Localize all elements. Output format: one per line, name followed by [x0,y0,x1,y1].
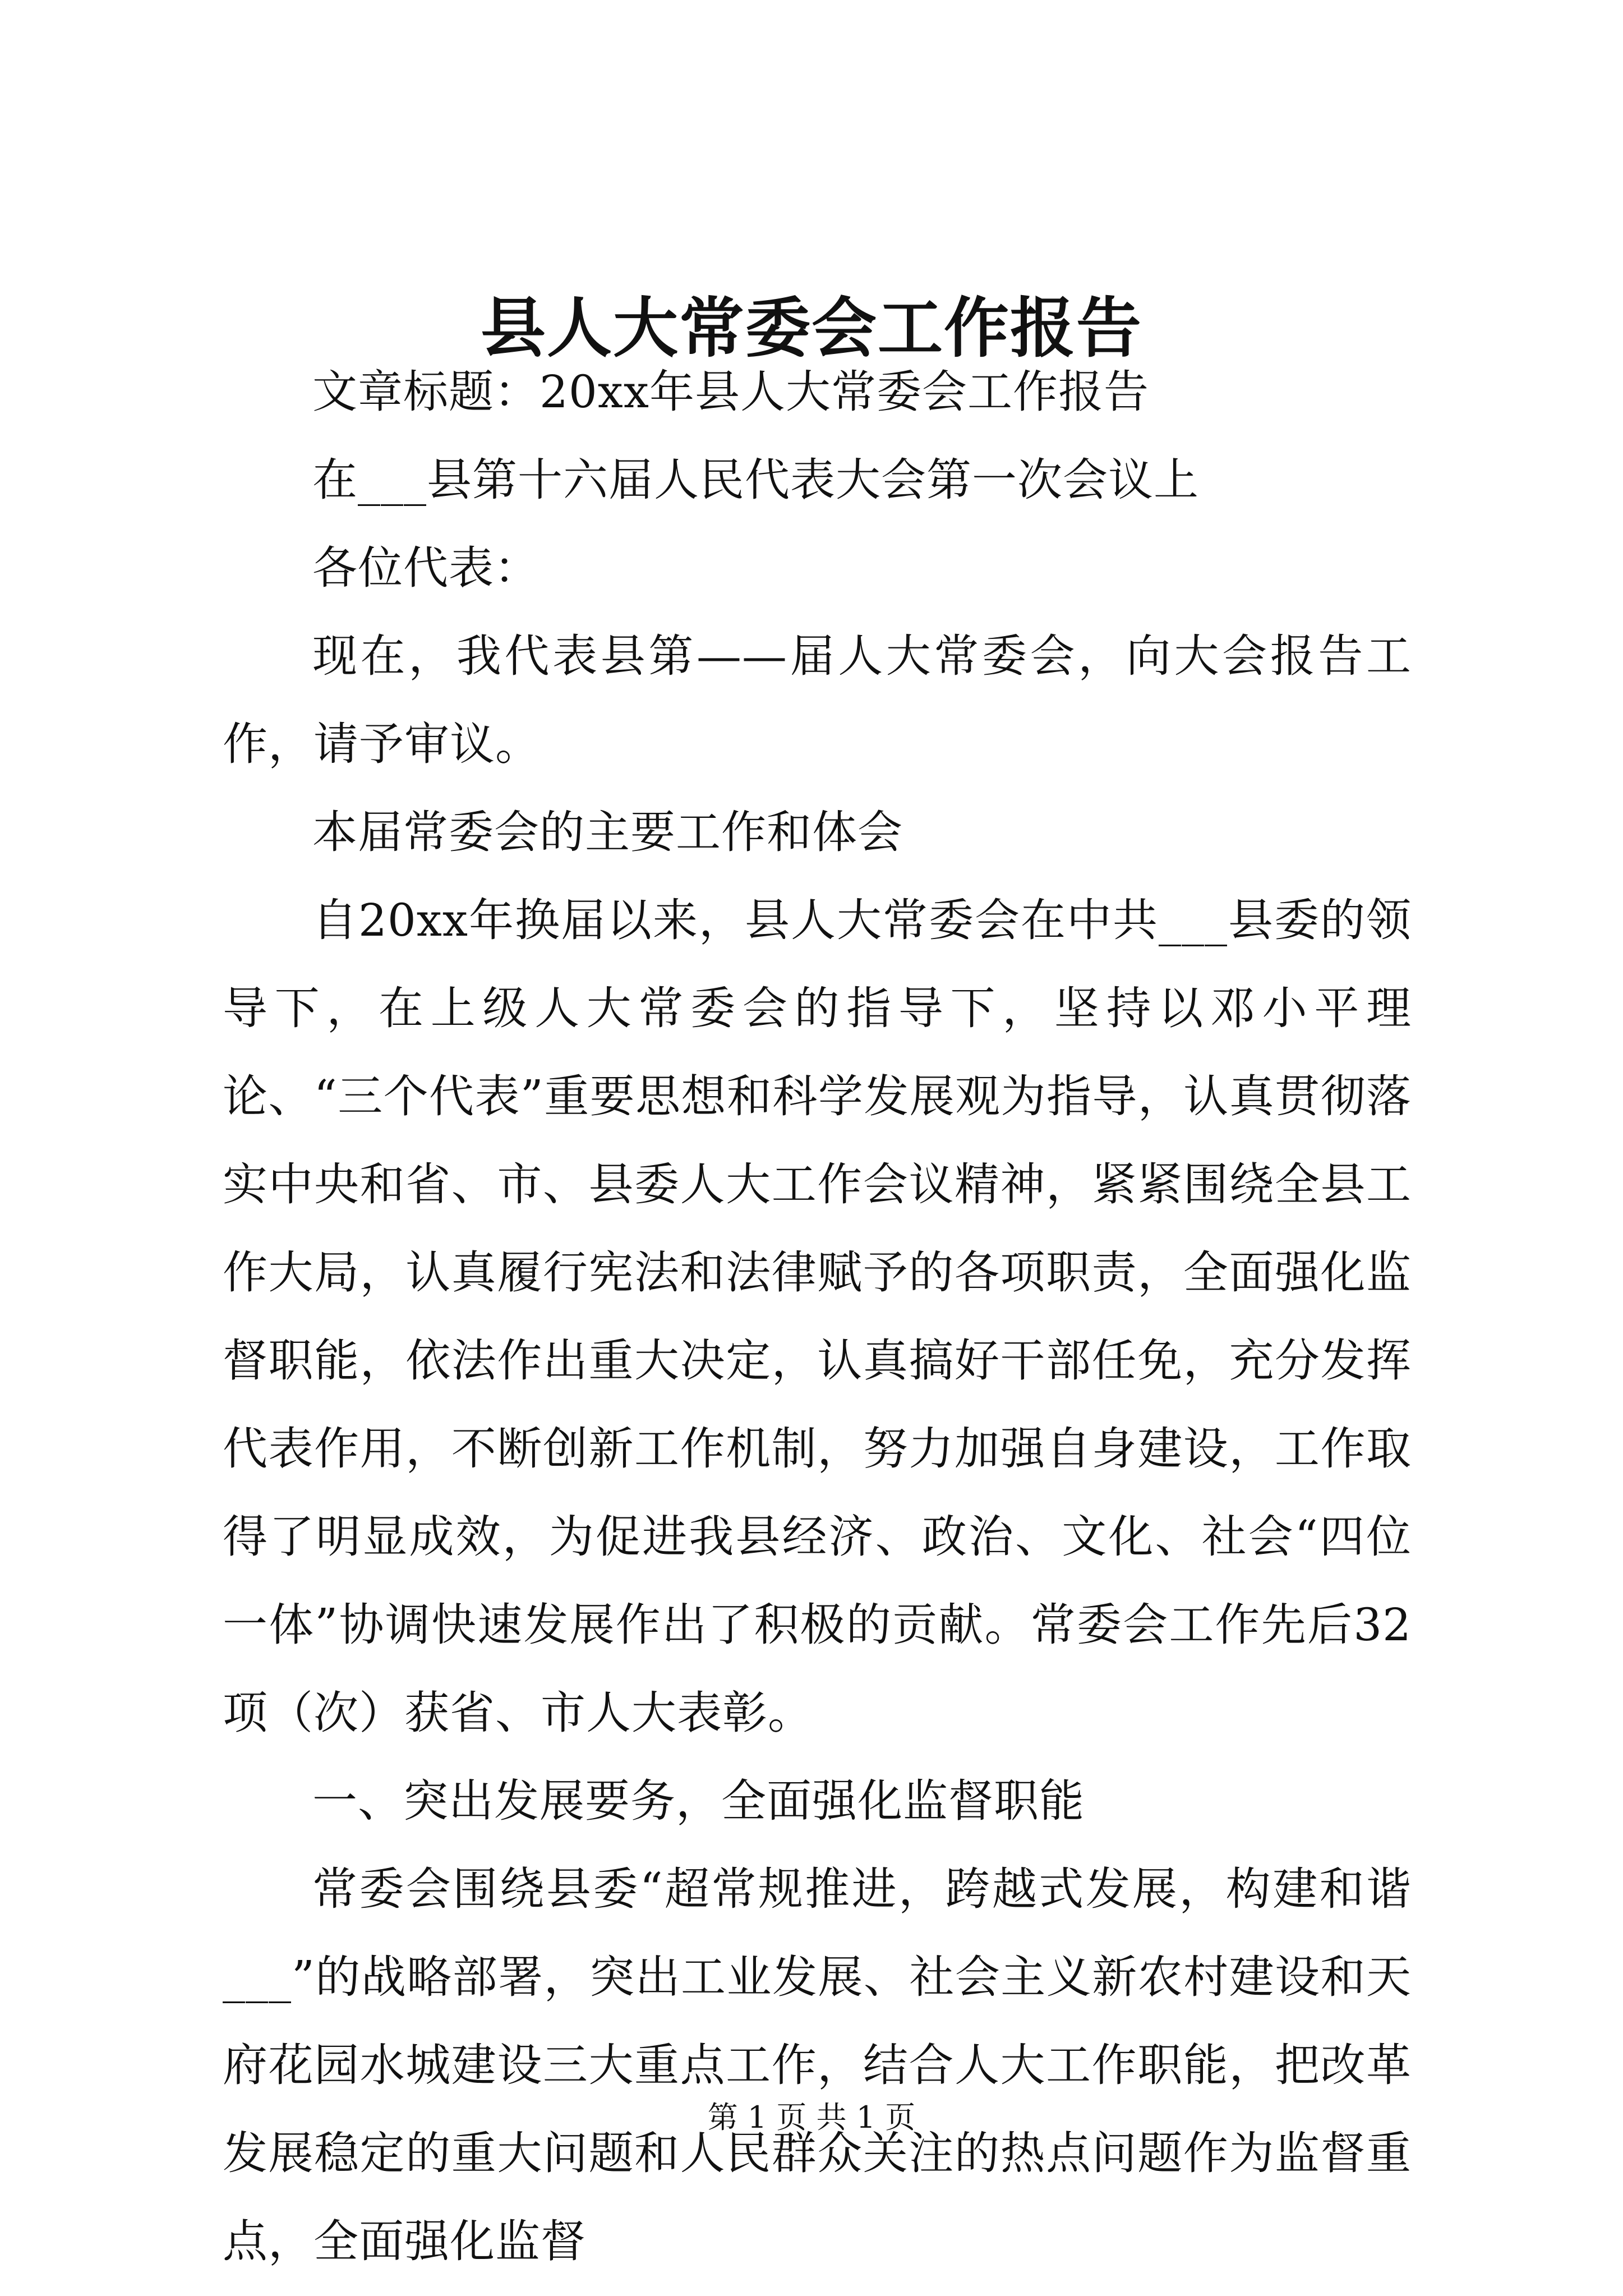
document-body [223,348,1412,2285]
intro-paragraph: 现在，我代表县第——届人大常委会，向大会报告工作，请予审议。 [223,630,1412,770]
meeting-line: 在___县第十六届人民代表大会第一次会议上 [312,454,1199,506]
body-paragraph-supervision: 常委会围绕县委“超常规推进，跨越式发展，构建和谐___”的战略部署，突出工业发展、社会主义新农村建设和天府花园水城建设三大重点工作，结合人大工作职能，把改革发展稳定的重大问题和人民群众关注的热点问题作为监督重点，全面强化监督 [223,1863,1412,2267]
salutation: 各位代表： [312,542,540,594]
section-heading-main-work: 本届常委会的主要工作和体会 [312,806,903,858]
body-paragraph-summary: 自20xx年换届以来，县人大常委会在中共___县委的领导下，在上级人大常委会的指导下，坚持以邓小平理论、“三个代表”重要思想和科学发展观为指导，认真贯彻落实中央和省、市、县委人大工作会议精神，紧紧围绕全县工作大局，认真履行宪法和法律赋予的各项职责，全面强化监督职能，依法作出重大决定，认真搞好干部任免，充分发挥代表作用，不断创新工作机制，努力加强自身建设，工作取得了明显成效，为促进我县经济、政治、文化、社会“四位一体”协调快速发展作出了积极的贡献。常委会工作先后32项（次）获省、市人大表彰。 [223,894,1412,1739]
article-title-line: 文章标题：20xx年县人大常委会工作报告 [312,366,1150,418]
document-title: 县人大常委会工作报告 [481,290,1142,366]
page-footer: 第 1 页 共 1 页 [707,2100,916,2135]
section-heading-one: 一、突出发展要务，全面强化监督职能 [312,1775,1085,1827]
